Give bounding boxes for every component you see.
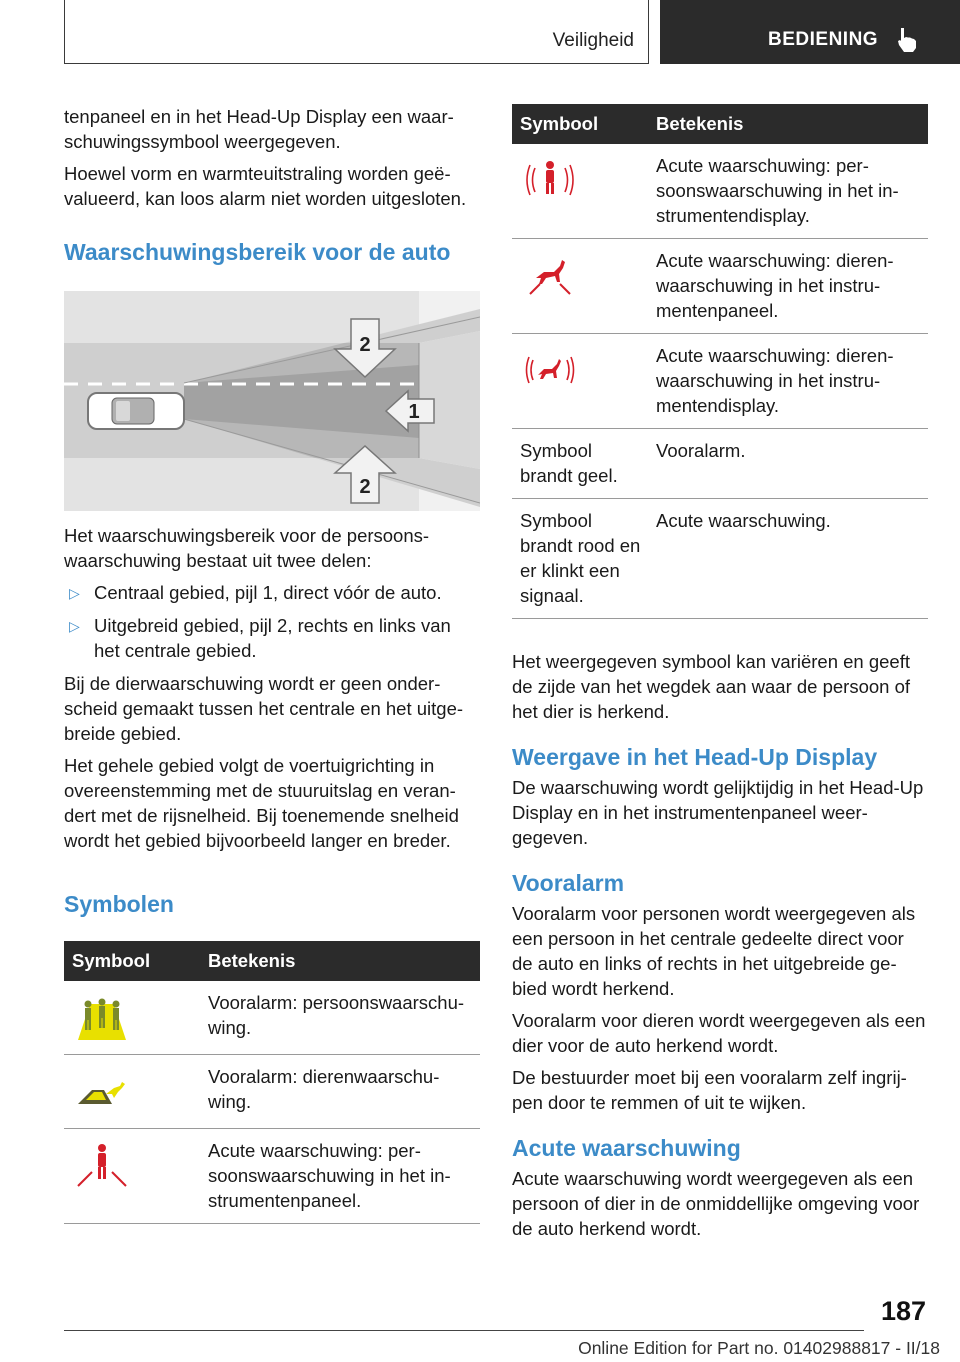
triangle-bullet-icon: ▷ bbox=[69, 585, 80, 601]
paragraph-symbol-varies: Het weergegeven symbool kan variëren en geeft de zijde van het wegdek aan waar de persoon of het dier is herkend. bbox=[512, 651, 911, 722]
table-row bbox=[512, 334, 928, 429]
warning-range-diagram bbox=[64, 291, 480, 511]
paragraph-hud: De waarschuwing wordt gelijktijdig in het Head-Up Display en in het instrumentenpaneel weer-gegeven. bbox=[512, 777, 924, 848]
header-chapter-label: BEDIENING bbox=[768, 29, 879, 50]
intro-paragraph-2: Hoewel vorm en warmteuitstraling worden geë-valueerd, kan loos alarm niet worden uitgesloten. bbox=[64, 163, 467, 209]
footer-divider bbox=[64, 1330, 864, 1331]
paragraph-prewarning-persons: Vooralarm voor personen wordt weergegeven als een persoon in het centrale gedeelte direct voor de auto en links of rechts in het uitgebreide ge-bied wordt herkend. bbox=[512, 903, 916, 999]
paragraph-area-follows: Het gehele gebied volgt de voertuigrichting in overeenstemming met de stuuruitslag en veran-dert met de rijsnelheid. Bij toenemende snelheid wordt het gebied bijvoorbeeld langer en breder. bbox=[64, 755, 459, 851]
intro-paragraph-1: tenpaneel en in het Head-Up Display een waar-schuwingssymbool weergegeven. bbox=[64, 106, 454, 152]
table-row bbox=[512, 429, 928, 499]
yellow-deer-icon bbox=[72, 1064, 132, 1118]
table-row bbox=[64, 981, 480, 1055]
paragraph-acute-warning: Acute waarschuwing wordt weergegeven als een persoon of dier in de onmiddellijke omgeving voor de auto herkend wordt. bbox=[512, 1168, 920, 1239]
table-header-symbol: Symbool bbox=[64, 941, 208, 981]
red-deer-waves-icon bbox=[520, 343, 580, 397]
table-cell-meaning: Vooralarm: dierenwaarschu-wing. bbox=[208, 1055, 480, 1129]
table-cell-meaning: Vooralarm. bbox=[656, 429, 928, 499]
red-pedestrian-waves-icon bbox=[520, 153, 580, 207]
table-cell-meaning: Acute waarschuwing: dieren-waarschuwing in het instru-mentendisplay. bbox=[656, 334, 928, 429]
symbols-table-left bbox=[64, 941, 480, 1224]
yellow-pedestrians-icon bbox=[72, 990, 132, 1044]
table-header-meaning: Betekenis bbox=[208, 941, 480, 981]
section-heading-hud: Weergave in het Head-Up Display bbox=[512, 744, 878, 770]
svg-text:2: 2 bbox=[359, 334, 371, 356]
triangle-bullet-icon: ▷ bbox=[69, 618, 80, 634]
svg-text:1: 1 bbox=[408, 401, 420, 423]
page-number: 187 bbox=[880, 1296, 926, 1326]
symbols-table-right bbox=[512, 104, 928, 619]
paragraph-two-parts: Het waarschuwingsbereik voor de persoons-waarschuwing bestaat uit twee delen: bbox=[64, 525, 430, 571]
table-header-symbol: Symbool bbox=[512, 104, 656, 144]
table-cell-meaning: Acute waarschuwing: per-soonswaarschuwing in het in-strumentenpaneel. bbox=[208, 1129, 480, 1224]
range-parts-list bbox=[64, 580, 480, 663]
header-section-title: Veiligheid bbox=[552, 30, 634, 51]
red-deer-icon bbox=[520, 248, 580, 302]
section-heading-acute-warning: Acute waarschuwing bbox=[512, 1135, 741, 1161]
list-item: ▷ Uitgebreid gebied, pijl 2, rechts en links van het centrale gebied. bbox=[69, 615, 451, 661]
right-column bbox=[512, 104, 928, 1248]
table-row bbox=[512, 144, 928, 239]
table-row bbox=[512, 239, 928, 334]
table-cell-symbol: Symbool brandt geel. bbox=[512, 429, 656, 499]
table-cell-meaning: Acute waarschuwing. bbox=[656, 499, 928, 619]
header-chapter-tab bbox=[660, 0, 960, 64]
red-pedestrian-icon bbox=[72, 1138, 132, 1192]
footer-edition: Online Edition for Part no. 01402988817 - II/18 bbox=[578, 1338, 940, 1358]
list-item: ▷ Centraal gebied, pijl 1, direct vóór de auto. bbox=[64, 580, 480, 605]
table-cell-meaning: Acute waarschuwing: per-soonswaarschuwing in het in-strumentendisplay. bbox=[656, 144, 928, 239]
table-cell-meaning: Vooralarm: persoonswaarschu-wing. bbox=[208, 981, 480, 1055]
table-row bbox=[512, 499, 928, 619]
svg-text:2: 2 bbox=[359, 476, 371, 498]
table-cell-meaning: Acute waarschuwing: dieren-waarschuwing in het instru-mentenpaneel. bbox=[656, 239, 928, 334]
car-top-view bbox=[88, 393, 184, 429]
pointing-hand-icon bbox=[892, 24, 922, 54]
left-column bbox=[64, 104, 480, 1224]
table-row bbox=[64, 1129, 480, 1224]
table-header-meaning: Betekenis bbox=[656, 104, 928, 144]
section-heading-symbols: Symbolen bbox=[64, 891, 174, 917]
table-cell-symbol: Symbool brandt rood en er klinkt een signaal. bbox=[512, 499, 656, 619]
section-heading-prewarning: Vooralarm bbox=[512, 870, 625, 896]
paragraph-prewarning-driver: De bestuurder moet bij een vooralarm zelf ingrij-pen door te remmen of uit te wijken. bbox=[512, 1067, 907, 1113]
table-row bbox=[64, 1055, 480, 1129]
paragraph-prewarning-animals: Vooralarm voor dieren wordt weergegeven als een dier voor de auto herkend wordt. bbox=[512, 1010, 926, 1056]
paragraph-animal-warning: Bij de dierwaarschuwing wordt er geen onder-scheid gemaakt tussen het centrale en het uitge-breide gebied. bbox=[64, 673, 464, 744]
section-heading-warning-range: Waarschuwingsbereik voor de auto bbox=[64, 239, 451, 265]
